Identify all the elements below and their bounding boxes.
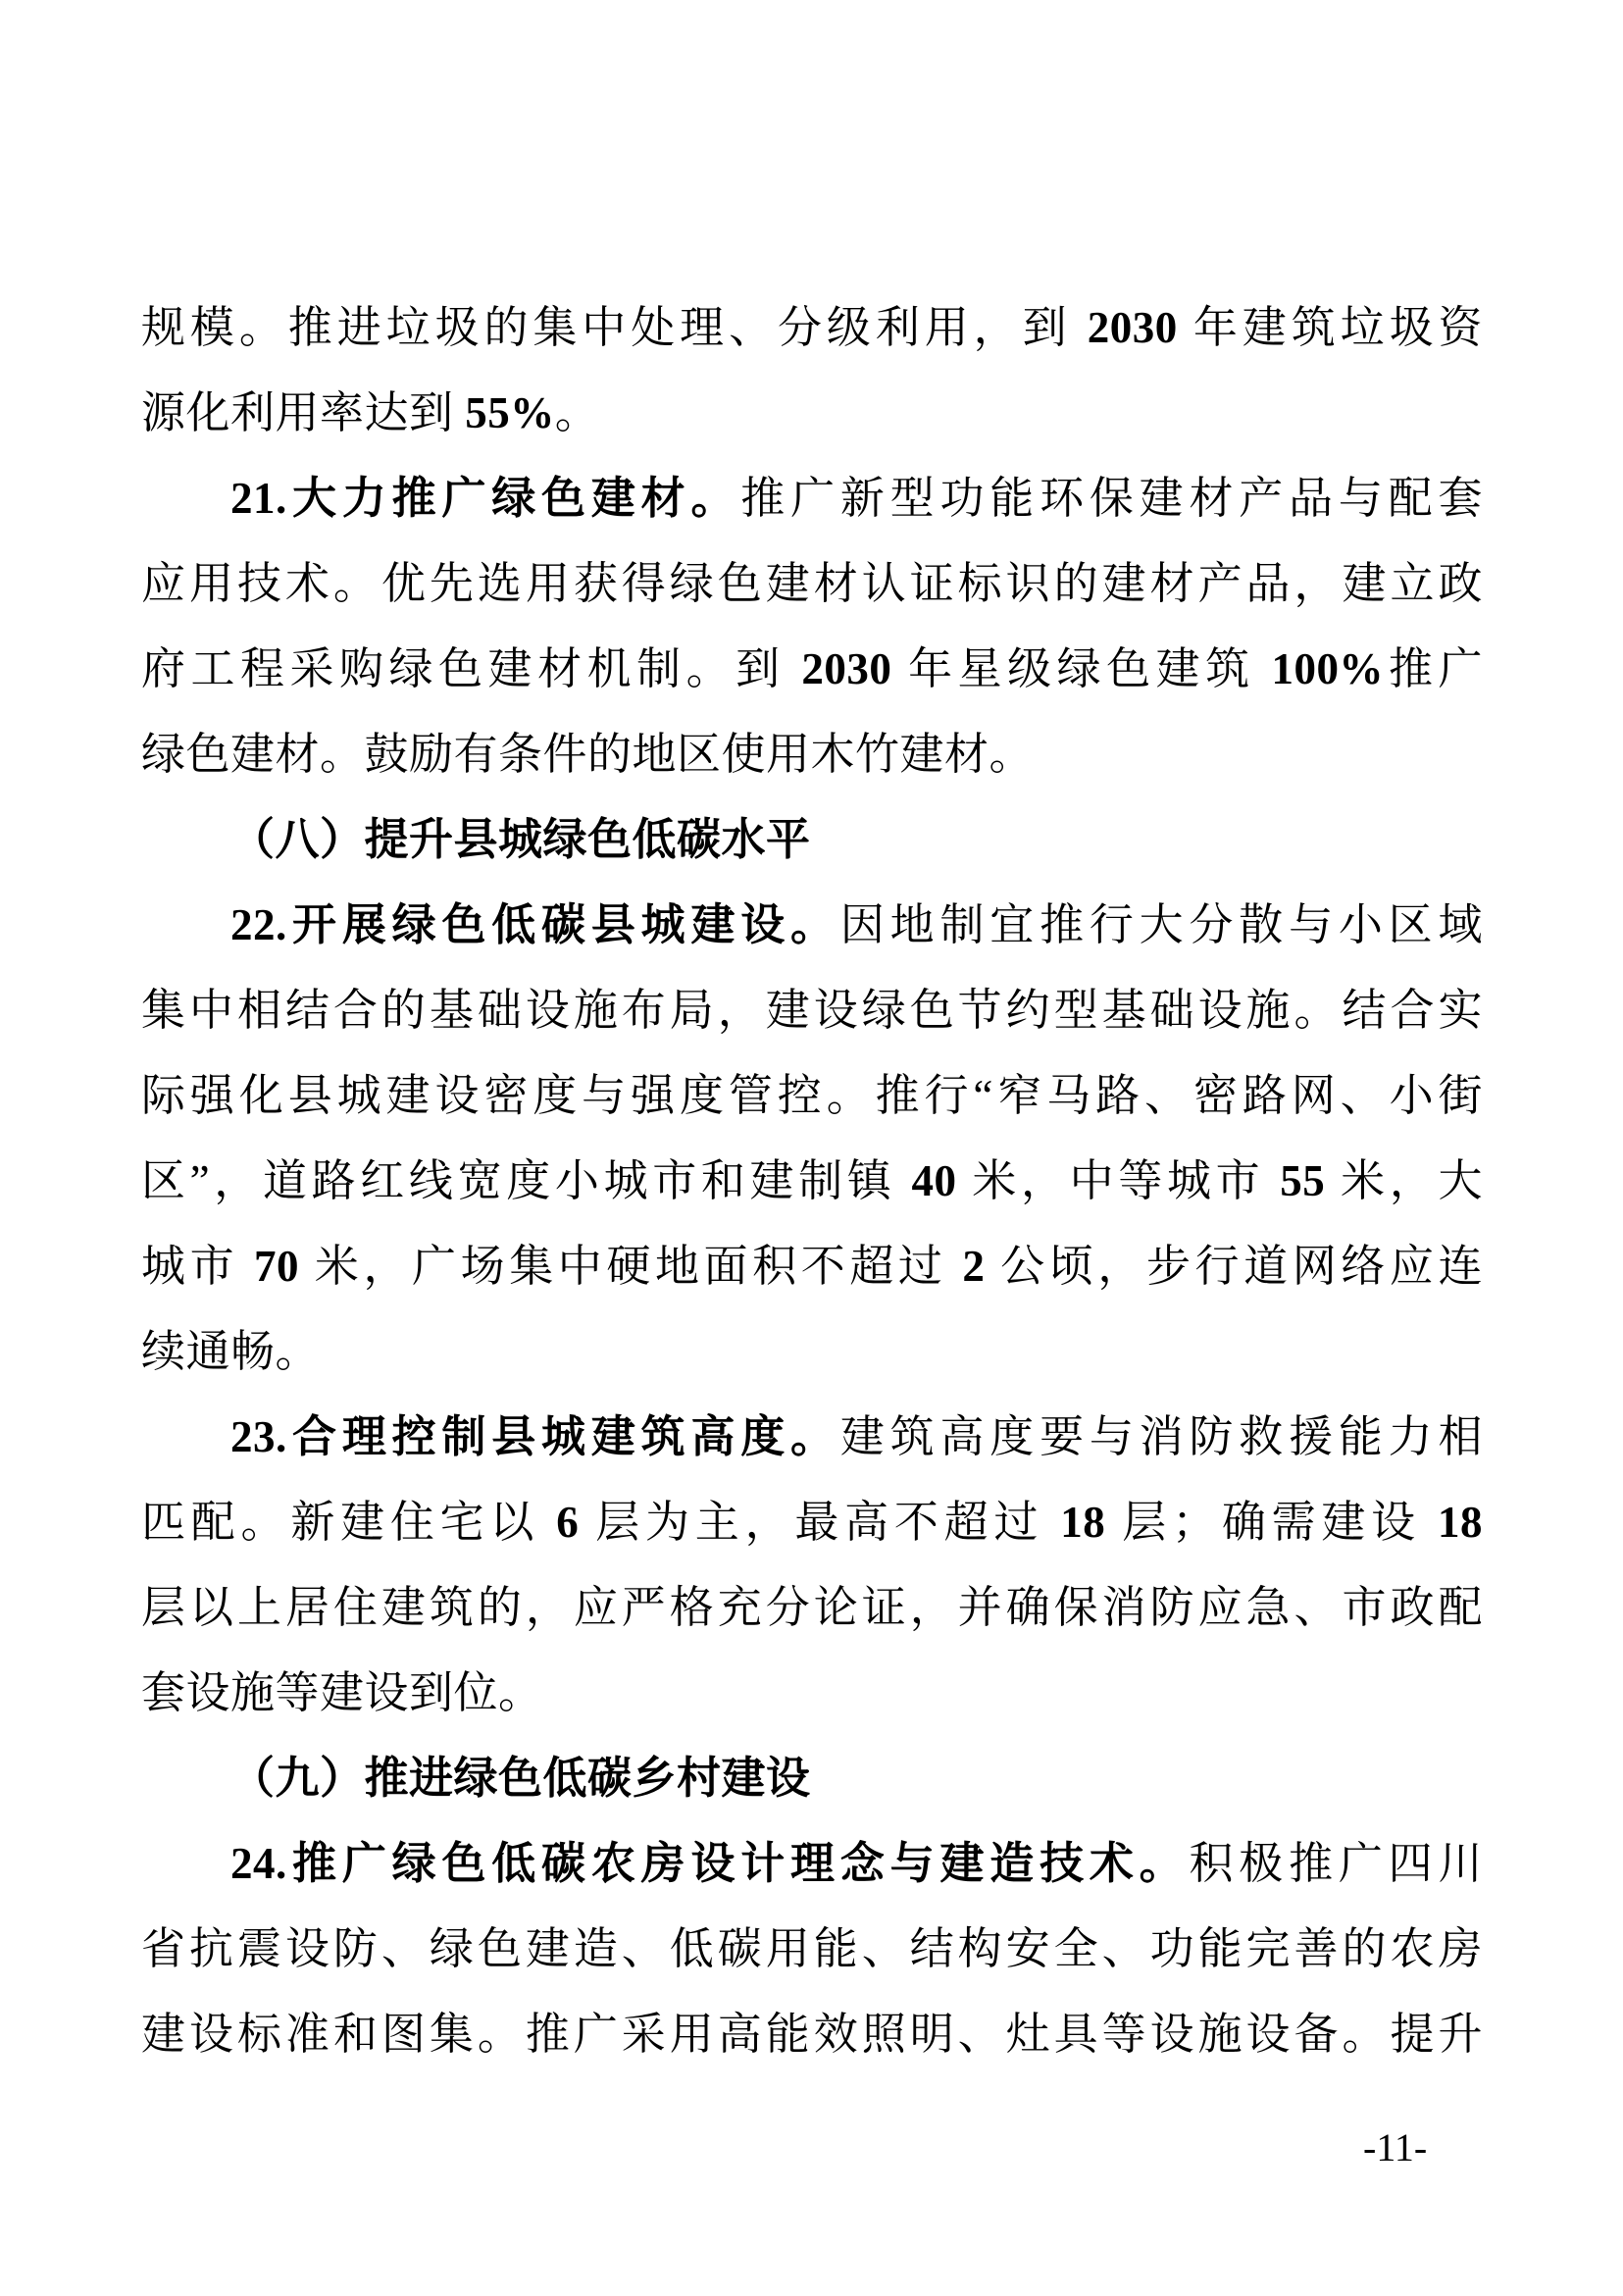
text-segment: 米，大 [1325, 1156, 1483, 1205]
text-line [141, 968, 1483, 1053]
text-segment: 层以上居住建筑的，应严格充分论证，并确保消防应急、市政配 [141, 1583, 1483, 1632]
text-segment-bold: （九）推进绿色低碳乡村建设 [230, 1754, 811, 1803]
text-segment: 应用技术。优先选用获得绿色建材认证标识的建材产品，建立政 [141, 559, 1483, 608]
text-line [141, 1053, 1483, 1139]
text-line [141, 1907, 1483, 1992]
text-segment: 源化利用率达到 [141, 388, 466, 437]
page-number: -11- [1363, 2125, 1428, 2169]
text-segment-bold: 21.大力推广绿色建材。 [230, 474, 741, 523]
text-segment-bold: 6 [556, 1498, 580, 1547]
text-segment-bold: 24.推广绿色低碳农房设计理念与建造技术。 [230, 1839, 1190, 1888]
text-line [141, 1309, 1483, 1395]
text-line [141, 371, 1483, 456]
text-segment: 省抗震设防、绿色建造、低碳用能、结构安全、功能完善的农房 [141, 1924, 1483, 1973]
text-segment: 际强化县城建设密度与强度管控。推行“窄马路、密路网、小街 [141, 1071, 1483, 1120]
text-segment: 套设施等建设到位。 [141, 1668, 543, 1717]
text-line [141, 1821, 1483, 1907]
text-line [141, 712, 1483, 797]
text-segment: 城市 [141, 1242, 255, 1291]
text-segment: 续通畅。 [141, 1327, 321, 1376]
text-segment-bold: 2 [962, 1242, 986, 1291]
text-line [141, 285, 1483, 371]
text-segment: 集中相结合的基础设施布局，建设绿色节约型基础设施。结合实 [141, 986, 1483, 1035]
text-line [141, 627, 1483, 712]
text-segment: 年星级绿色建筑 [891, 644, 1272, 693]
text-segment: 建筑高度要与消防救援能力相 [839, 1412, 1483, 1461]
text-segment: 层为主，最高不超过 [579, 1498, 1061, 1547]
text-segment-bold: 2030 [1087, 303, 1178, 352]
text-line [141, 1139, 1483, 1224]
text-segment: 米，广场集中硬地面积不超过 [299, 1242, 963, 1291]
text-segment: 年建筑垃圾资 [1177, 303, 1483, 352]
text-segment: 建设标准和图集。推广采用高能效照明、灶具等设施设备。提升 [141, 2010, 1483, 2059]
text-segment: 因地制宜推行大分散与小区域 [839, 900, 1483, 949]
text-segment: 米，中等城市 [956, 1156, 1281, 1205]
text-segment-bold: 23.合理控制县城建筑高度。 [230, 1412, 840, 1461]
text-line [141, 1992, 1483, 2077]
text-segment-bold: 2030 [801, 644, 892, 693]
text-segment-bold: 55% [465, 388, 555, 437]
text-segment: 积极推广四川 [1189, 1839, 1483, 1888]
text-line [141, 1565, 1483, 1651]
text-segment-bold: 22.开展绿色低碳县城建设。 [230, 900, 840, 949]
text-segment: 公顷，步行道网络应连 [985, 1242, 1483, 1291]
text-line [141, 1395, 1483, 1480]
document-body [141, 285, 1483, 2077]
text-line [141, 1480, 1483, 1565]
text-line [141, 1651, 1483, 1736]
text-segment-bold: 18 [1060, 1498, 1106, 1547]
text-line [141, 797, 1483, 883]
text-segment-bold: 40 [911, 1156, 957, 1205]
text-segment-bold: （八）提升县城绿色低碳水平 [230, 815, 811, 864]
text-segment: 。 [554, 388, 600, 437]
text-segment: 匹配。新建住宅以 [141, 1498, 557, 1547]
text-segment: 层；确需建设 [1105, 1498, 1438, 1547]
text-segment-bold: 18 [1437, 1498, 1483, 1547]
text-segment: 推广 [1383, 644, 1483, 693]
text-segment: 区”，道路红线宽度小城市和建制镇 [141, 1156, 912, 1205]
text-line [141, 1224, 1483, 1309]
text-line [141, 541, 1483, 627]
text-segment: 推广新型功能环保建材产品与配套 [740, 474, 1483, 523]
text-line [141, 1736, 1483, 1821]
text-line [141, 883, 1483, 968]
text-line [141, 456, 1483, 541]
text-segment: 绿色建材。鼓励有条件的地区使用木竹建材。 [141, 730, 1035, 779]
text-segment: 府工程采购绿色建材机制。到 [141, 644, 802, 693]
text-segment-bold: 55 [1280, 1156, 1326, 1205]
text-segment: 规模。推进垃圾的集中处理、分级利用，到 [141, 303, 1088, 352]
text-segment-bold: 70 [254, 1242, 300, 1291]
text-segment-bold: 100% [1271, 644, 1384, 693]
